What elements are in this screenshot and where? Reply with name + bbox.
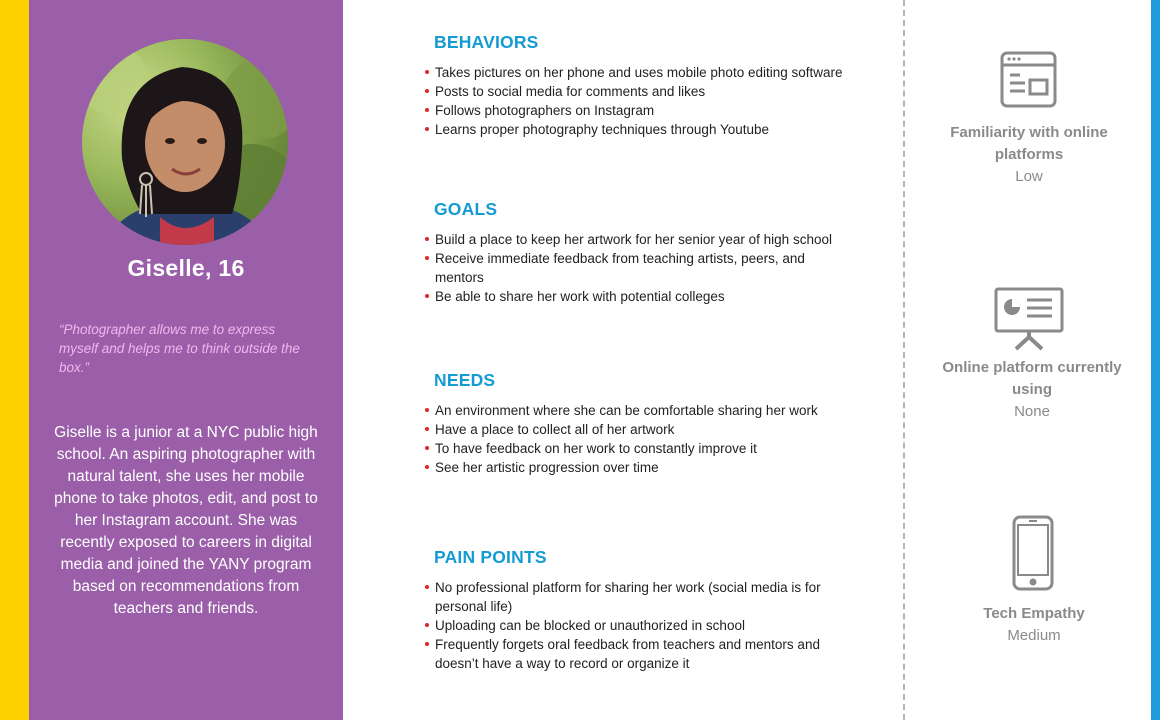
stat-value: Low [1015, 168, 1043, 185]
stat-current-platform [932, 357, 1132, 423]
list-item: Takes pictures on her phone and uses mobile photo editing software [424, 63, 844, 82]
list-item: Frequently forgets oral feedback from teachers and mentors and doesn’t have a way to record or organize it [424, 635, 844, 673]
column-divider [903, 0, 905, 720]
stat-value: None [1014, 403, 1050, 420]
persona-name: Giselle, 16 [127, 255, 245, 281]
stat-label: Familiarity with online platforms [950, 124, 1108, 163]
list-item: No professional platform for sharing her work (social media is for personal life) [424, 578, 844, 616]
portrait-illustration [82, 39, 288, 245]
persona-bio: Giselle is a junior at a NYC public high school. An aspiring photographer with natural talent, she uses her mobile phone to take photos, edit, and post to her Instagram account. She was recently exposed to careers in digital media and joined the YANY program based on recommendations from teachers and friends. [54, 424, 318, 617]
persona-profile-panel [29, 0, 343, 720]
list-item: Uploading can be blocked or unauthorized in school [424, 616, 844, 635]
needs-section [424, 370, 844, 477]
smartphone-icon [1012, 515, 1054, 596]
list-item: Build a place to keep her artwork for her senior year of high school [424, 230, 844, 249]
list-item: See her artistic progression over time [424, 458, 844, 477]
persona-photo [82, 39, 288, 245]
goals-section [424, 199, 844, 306]
section-title: PAIN POINTS [434, 547, 547, 567]
section-title: BEHAVIORS [434, 32, 539, 52]
section-title: NEEDS [434, 370, 496, 390]
list-item: Posts to social media for comments and likes [424, 82, 844, 101]
list-item: Learns proper photography techniques through Youtube [424, 120, 844, 139]
list-item: Be able to share her work with potential colleges [424, 287, 844, 306]
yellow-accent-strip [0, 0, 29, 720]
pain-points-section [424, 547, 844, 673]
list-item: To have feedback on her work to constantly improve it [424, 439, 844, 458]
stat-label: Tech Empathy [983, 605, 1085, 622]
persona-quote: “Photographer allows me to express myself and helps me to think outside the box.” [59, 322, 300, 375]
stat-value: Medium [1007, 627, 1061, 644]
blue-accent-strip [1151, 0, 1160, 720]
presentation-board-icon [994, 287, 1064, 356]
stat-label: Online platform currently using [942, 359, 1122, 398]
section-title: GOALS [434, 199, 498, 219]
list-item: Have a place to collect all of her artwork [424, 420, 844, 439]
list-item: An environment where she can be comfortable sharing her work [424, 401, 844, 420]
browser-window-icon [1000, 51, 1057, 113]
stat-familiarity [929, 122, 1129, 188]
stat-tech-empathy [934, 603, 1134, 647]
behaviors-section [424, 32, 844, 139]
list-item: Receive immediate feedback from teaching artists, peers, and mentors [424, 249, 844, 287]
list-item: Follows photographers on Instagram [424, 101, 844, 120]
